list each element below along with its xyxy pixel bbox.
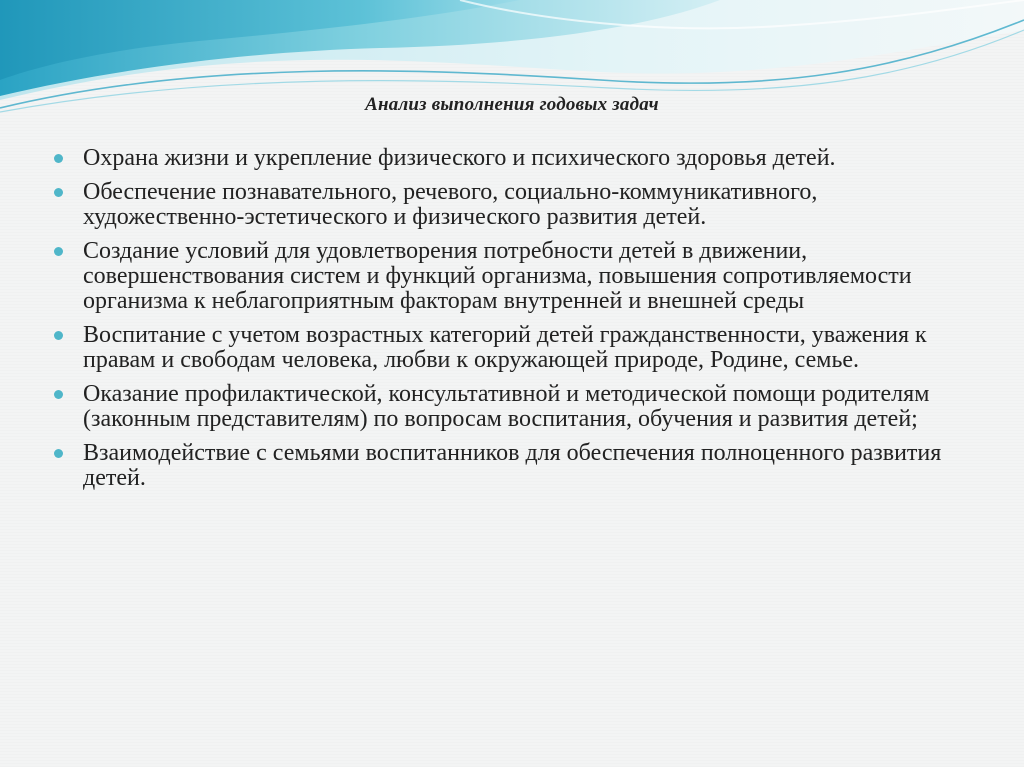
- bullet-text: Взаимодействие с семьями воспитанников для обеспечения полноценного развития детей.: [83, 440, 942, 491]
- bullet-dot-icon: [54, 154, 63, 163]
- slide-title: Анализ выполнения годовых задач: [365, 94, 659, 115]
- bullet-text: Воспитание с учетом возрастных категорий детей гражданственности, уважения к правам и свободам человека, любви к окружающей природе, Родине, семье.: [83, 322, 927, 373]
- bullet-text: Оказание профилактической, консультативной и методической помощи родителям (законным представителям) по вопросам воспитания, обучения и развития детей;: [83, 381, 930, 432]
- list-item: [50, 323, 970, 373]
- list-item: [50, 239, 970, 314]
- list-item: [50, 382, 970, 432]
- bullet-dot-icon: [54, 449, 63, 458]
- bullet-dot-icon: [54, 390, 63, 399]
- bullet-text: Обеспечение познавательного, речевого, социально-коммуникативного, художественно-эстетического и физического развития детей.: [83, 179, 818, 230]
- bullet-text: Создание условий для удовлетворения потребности детей в движении, совершенствования систем и функций организма, повышения сопротивляемости организма к неблагоприятным факторам внутренней и внешней среды: [83, 238, 912, 314]
- bullet-dot-icon: [54, 331, 63, 340]
- list-item: [50, 180, 970, 230]
- bullet-text: Охрана жизни и укрепление физического и психического здоровья детей.: [83, 145, 836, 171]
- list-item: [50, 441, 970, 491]
- bullet-dot-icon: [54, 247, 63, 256]
- bullet-dot-icon: [54, 188, 63, 197]
- bullet-list: [50, 146, 970, 500]
- list-item: [50, 146, 970, 171]
